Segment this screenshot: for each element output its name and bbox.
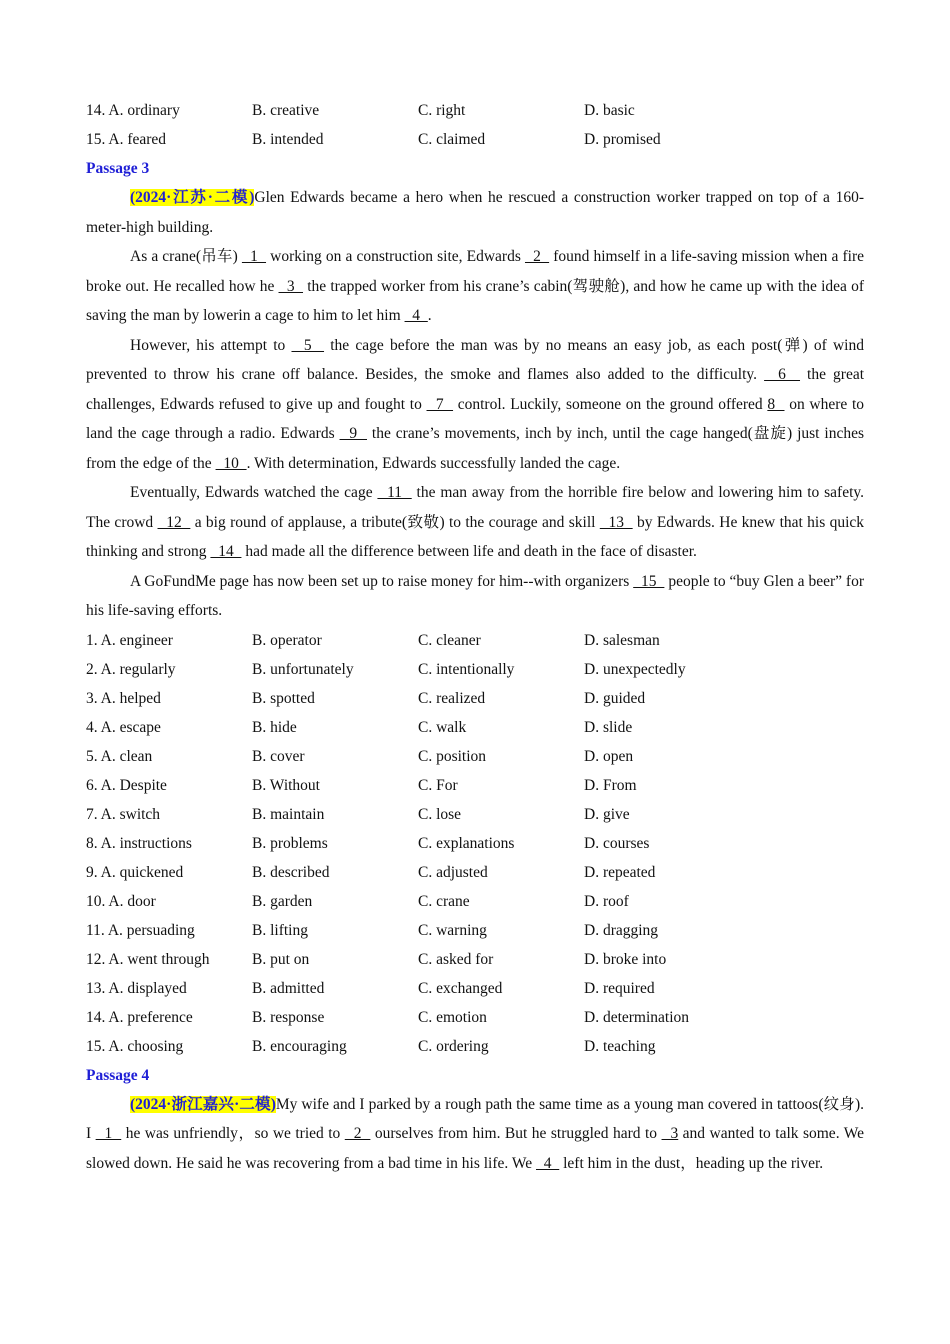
question-option-a: 3. A. helped	[86, 689, 161, 707]
paragraph-text: and wanted to talk some. We slowed down. He said he was recovering from a bad time in his life. We	[86, 1125, 865, 1172]
question-option-a: 8. A. instructions	[86, 834, 192, 852]
paragraph-text: on where to land the cage through a radio. Edwards	[86, 395, 864, 442]
answer-blank: 5	[291, 336, 325, 354]
option-row	[86, 771, 864, 800]
question-option-a: 5. A. clean	[86, 747, 153, 765]
options-list-passage3	[86, 626, 864, 1061]
answer-blank: 14	[210, 543, 242, 560]
option-c: C. cleaner	[418, 631, 481, 649]
answer-blank: 13	[599, 513, 633, 531]
option-d: D. broke into	[584, 950, 667, 968]
option-d: D. required	[584, 979, 655, 997]
paragraph-text: left him in the dust，heading up the river.	[559, 1154, 824, 1172]
passage-4-heading: Passage 4	[86, 1066, 150, 1084]
option-d: D. guided	[584, 689, 646, 707]
paragraph-text: Glen Edwards became a hero when he rescued a construction worker trapped on top of a 160-meter-high building.	[86, 189, 865, 236]
option-row	[86, 887, 864, 916]
option-b: B. response	[252, 1008, 325, 1026]
question-option-a: 12. A. went through	[86, 950, 210, 968]
option-row	[86, 742, 864, 771]
option-b: B. lifting	[252, 921, 308, 939]
paragraph-text: the trapped worker from his crane’s cabin(驾驶舱), and how he came up with the idea of saving the man by lowerin a cage to him to let him	[86, 277, 864, 324]
paragraph-text: found himself in a life-saving mission when a fire broke out. He recalled how he	[86, 248, 865, 295]
option-b: B. problems	[252, 834, 328, 852]
question-option-a: 13. A. displayed	[86, 979, 187, 997]
source-tag: (2024·浙江嘉兴·二模)	[130, 1095, 276, 1113]
option-b: B. described	[252, 863, 330, 881]
answer-blank: 1	[95, 1125, 122, 1142]
passage-4-paragraph-1	[86, 1090, 864, 1179]
option-row	[86, 655, 864, 684]
answer-blank: 1	[241, 248, 267, 265]
option-c: C. crane	[418, 892, 470, 910]
option-d: D. open	[584, 747, 634, 765]
question-option-a: 6. A. Despite	[86, 776, 167, 794]
paragraph-text: .	[427, 307, 432, 324]
option-c: C. lose	[418, 805, 462, 823]
paragraph-text: control. Luckily, someone on the ground offered	[453, 395, 768, 413]
passage-3-paragraph-4	[86, 478, 864, 567]
paragraph-text: As a crane(吊车)	[130, 248, 242, 265]
option-c: C. position	[418, 747, 487, 765]
option-row	[86, 96, 864, 125]
option-row	[86, 1032, 864, 1061]
option-b: B. cover	[252, 747, 305, 765]
option-d: D. basic	[584, 102, 635, 119]
option-row	[86, 974, 864, 1003]
answer-blank: 3	[661, 1125, 679, 1142]
answer-blank: 3	[278, 277, 304, 295]
paragraph-text: However, his attempt to	[130, 336, 292, 354]
option-c: C. adjusted	[418, 863, 488, 881]
question-option-a: 1. A. engineer	[86, 631, 173, 649]
option-c: C. emotion	[418, 1008, 487, 1026]
option-d: D. roof	[584, 892, 629, 910]
option-row	[86, 713, 864, 742]
option-d: D. dragging	[584, 921, 659, 939]
option-b: B. maintain	[252, 805, 325, 823]
paragraph-text: My wife and I parked by a rough path the same time as a young man covered in tattoos(纹身). I	[86, 1095, 864, 1142]
answer-blank: 11	[377, 484, 412, 501]
option-row	[86, 626, 864, 655]
paragraph-text: ourselves from him. But he struggled hard to	[370, 1125, 662, 1142]
option-b: B. garden	[252, 892, 313, 910]
question-option-a: 11. A. persuading	[86, 921, 195, 939]
option-d: D. determination	[584, 1008, 690, 1026]
paragraph-text: the cage before the man was by no means an easy job, as each post(弹) of wind prevented to throw his crane off balance. Besides, the smoke and flames also added to the difficulty.	[86, 336, 864, 383]
option-d: D. slide	[584, 718, 633, 736]
option-row	[86, 829, 864, 858]
option-b: B. encouraging	[252, 1037, 347, 1055]
option-c: C. walk	[418, 718, 467, 736]
paragraph-text: by Edwards. He knew that his quick thinking and strong	[86, 513, 865, 560]
paragraph-text: the great challenges, Edwards refused to give up and fought to	[86, 366, 865, 413]
paragraph-text: the man away from the horrible fire below and lowering him to safety. The crowd	[86, 484, 865, 531]
option-b: B. hide	[252, 718, 297, 736]
option-c: C. intentionally	[418, 660, 515, 678]
question-option-a: 15. A. choosing	[86, 1037, 184, 1055]
option-c: C. warning	[418, 921, 487, 939]
question-option-a: 9. A. quickened	[86, 863, 184, 881]
options-list-passage2-tail	[86, 96, 864, 154]
paragraph-text: had made all the difference between life and death in the face of disaster.	[241, 543, 697, 560]
option-c: C. right	[418, 102, 466, 119]
option-d: D. teaching	[584, 1037, 656, 1055]
question-option-a: 7. A. switch	[86, 805, 161, 823]
answer-blank: 9	[339, 425, 367, 442]
answer-blank: 8	[767, 395, 785, 413]
option-row	[86, 1003, 864, 1032]
option-c: C. asked for	[418, 950, 494, 968]
paragraph-text: working on a construction site, Edwards	[266, 248, 525, 265]
passage-3-paragraph-5	[86, 567, 864, 626]
option-b: B. operator	[252, 631, 322, 649]
question-option-a: 15. A. feared	[86, 131, 167, 148]
option-row	[86, 800, 864, 829]
option-d: D. give	[584, 805, 630, 823]
option-c: C. explanations	[418, 834, 515, 852]
passage-3-paragraph-1	[86, 183, 864, 242]
document-page	[86, 96, 864, 1178]
paragraph-text: A GoFundMe page has now been set up to raise money for him--with organizers	[130, 572, 634, 590]
answer-blank: 12	[157, 513, 191, 531]
paragraph-text: a big round of applause, a tribute(致敬) to the courage and skill	[190, 513, 600, 531]
option-row	[86, 125, 864, 154]
answer-blank: 4	[536, 1154, 560, 1172]
option-d: D. From	[584, 776, 637, 794]
option-b: B. spotted	[252, 689, 315, 707]
option-b: B. intended	[252, 131, 324, 148]
paragraph-text: the crane’s movements, inch by inch, until the cage hanged(盘旋) just inches from the edge of the	[86, 425, 864, 472]
paragraph-text: . With determination, Edwards successfully landed the cage.	[246, 454, 621, 472]
passage-3-paragraph-3	[86, 331, 864, 479]
answer-blank: 4	[404, 307, 428, 324]
option-row	[86, 858, 864, 887]
paragraph-text: Eventually, Edwards watched the cage	[130, 484, 378, 501]
source-tag: (2024·江苏·二模)	[130, 189, 255, 206]
option-d: D. unexpectedly	[584, 660, 686, 678]
option-c: C. claimed	[418, 131, 486, 148]
question-option-a: 2. A. regularly	[86, 660, 176, 678]
answer-blank: 15	[633, 572, 665, 590]
option-d: D. promised	[584, 131, 661, 148]
option-b: B. put on	[252, 950, 310, 968]
option-c: C. ordering	[418, 1037, 489, 1055]
option-b: B. admitted	[252, 979, 325, 997]
question-option-a: 10. A. door	[86, 892, 156, 910]
passage-3-paragraph-2	[86, 242, 864, 331]
option-row	[86, 945, 864, 974]
option-d: D. courses	[584, 834, 650, 852]
question-option-a: 14. A. ordinary	[86, 102, 180, 119]
option-d: D. repeated	[584, 863, 656, 881]
answer-blank: 2	[524, 248, 550, 265]
option-row	[86, 684, 864, 713]
option-d: D. salesman	[584, 631, 660, 649]
question-option-a: 14. A. preference	[86, 1008, 193, 1026]
option-b: B. Without	[252, 776, 320, 794]
answer-blank: 10	[215, 454, 247, 472]
paragraph-text: people to “buy Glen a beer” for his life-saving efforts.	[86, 572, 864, 619]
paragraph-text: he was unfriendly，so we tried to	[121, 1125, 345, 1142]
option-c: C. realized	[418, 689, 486, 707]
option-b: B. unfortunately	[252, 660, 354, 678]
passage-3-heading: Passage 3	[86, 160, 150, 177]
answer-blank: 7	[426, 395, 454, 413]
answer-blank: 2	[344, 1125, 371, 1142]
answer-blank: 6	[764, 366, 801, 383]
option-c: C. exchanged	[418, 979, 503, 997]
option-c: C. For	[418, 776, 458, 794]
option-b: B. creative	[252, 102, 320, 119]
question-option-a: 4. A. escape	[86, 718, 161, 736]
option-row	[86, 916, 864, 945]
